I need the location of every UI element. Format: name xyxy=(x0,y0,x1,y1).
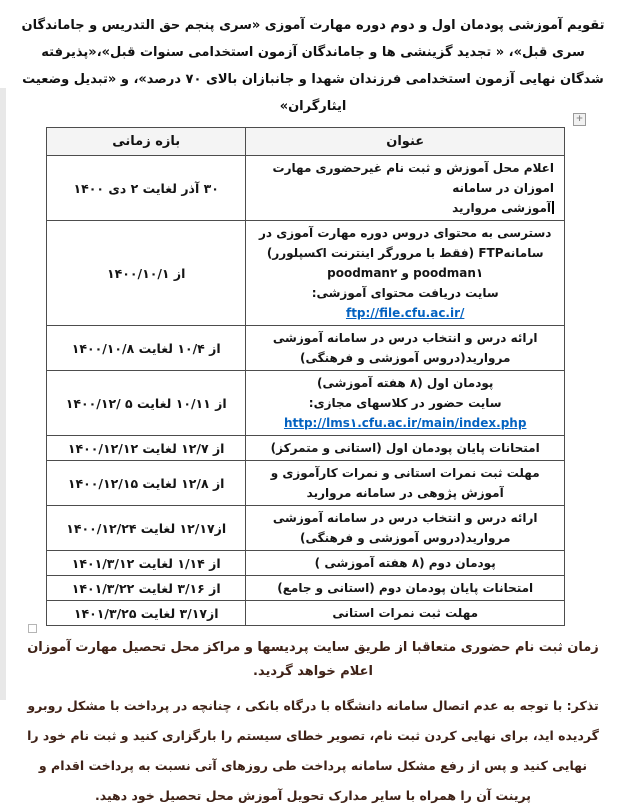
title-line xyxy=(251,413,559,433)
column-header-period: بازه زمانی xyxy=(47,128,246,156)
period-cell: ۳۰ آذر لغایت ۲ دی ۱۴۰۰ xyxy=(47,156,246,221)
table-row xyxy=(47,326,565,371)
title-cell xyxy=(246,461,565,506)
schedule-rows xyxy=(47,156,565,626)
title-cell xyxy=(246,436,565,461)
content-link[interactable]: http://lms۱.cfu.ac.ir/main/index.php xyxy=(283,416,527,430)
period-cell: از ۱۲/۷ لغایت ۱۴۰۰/۱۲/۱۲ xyxy=(47,436,246,461)
period-cell: از ۱/۱۴ لغایت ۱۴۰۱/۳/۱۲ xyxy=(47,551,246,576)
page-edge-strip xyxy=(0,88,6,700)
title-cell xyxy=(246,326,565,371)
document-title: تقویم آموزشی پودمان اول و دوم دوره مهارت آموزی «سری پنجم حق التدریس و جاماندگان سری قبل»، « تجدید گزینشی ها و جاماندگان آزمون استخدامی سنوات قبل»،«پذیرفته شدگان نهایی آزمون استخدامی فرزندان شهدا و جانبازان بالای ۷۰ درصد»، و «تبدیل وضعیت ایثارگران» xyxy=(21,18,605,114)
text-cursor xyxy=(552,201,554,214)
table-row xyxy=(47,576,565,601)
title-line: سایت حضور در کلاسهای مجازی: xyxy=(308,396,502,410)
title-line: امتحانات پایان پودمان اول (استانی و متمرکز) xyxy=(270,441,540,455)
period-cell: از ۱۲/۸ لغایت ۱۴۰۰/۱۲/۱۵ xyxy=(47,461,246,506)
title-line: ارائه درس و انتخاب درس در سامانه آموزشی مروارید(دروس آموزشی و فرهنگی) xyxy=(272,331,538,365)
table-row xyxy=(47,436,565,461)
title-line: امتحانات پایان پودمان دوم (استانی و جامع) xyxy=(277,581,534,595)
title-line: مهلت ثبت نمرات استانی و نمرات کارآموزی و آموزش پژوهی در سامانه مروارید xyxy=(270,466,540,500)
title-cell xyxy=(246,156,565,221)
period-cell: از ۱۰/۱۱ لغایت ۵ /۱۴۰۰/۱۲ xyxy=(47,371,246,436)
title-line: دسترسی به محتوای دروس دوره مهارت آموزی در سامانهFTP (فقط با مرورگر اینترنت اکسپلورر) xyxy=(258,226,552,260)
content-link[interactable]: ftp://file.cfu.ac.ir/ xyxy=(345,306,465,320)
table-row xyxy=(47,551,565,576)
period-cell: از ۳/۱۶ لغایت ۱۴۰۱/۳/۲۲ xyxy=(47,576,246,601)
title-cell xyxy=(246,221,565,326)
title-line: آموزشی مروارید xyxy=(251,198,554,218)
period-cell: از۱۲/۱۷ لغایت ۱۴۰۰/۱۲/۲۴ xyxy=(47,506,246,551)
title-line: مهلت ثبت نمرات استانی xyxy=(332,606,479,620)
period-cell: از ۱۴۰۰/۱۰/۱ xyxy=(47,221,246,326)
table-header-row xyxy=(47,128,565,156)
title-line: poodman۱ و poodman۲ xyxy=(327,266,484,280)
schedule-table-container xyxy=(46,114,584,626)
payment-warning-note: تذکر: با توجه به عدم اتصال سامانه دانشگاه با درگاه بانکی ، چنانچه در پرداخت با مشکل روبرو گردیده اید، برای نهایی کردن ثبت نام، تصویر خطای سیستم را بارگزاری کنید و ثبت نام خود را نهایی کنید و پس از رفع مشکل سامانه پرداخت طی روزهای آتی نسبت به پرداخت اقدام و پرینت آن را همراه با سایر مدارک تحویل آموزش محل تحصیل خود دهید. xyxy=(27,698,599,803)
title-line: پودمان دوم (۸ هفته آموزشی ) xyxy=(314,556,496,570)
registration-note: زمان ثبت نام حضوری متعاقبا از طریق سایت پردیسها و مراکز محل تحصیل مهارت آموزان اعلام خواهد گردید. xyxy=(27,640,599,679)
column-header-title: عنوان xyxy=(246,128,565,156)
table-row xyxy=(47,221,565,326)
title-line: پودمان اول (۸ هفته آموزشی) xyxy=(316,376,494,390)
title-cell xyxy=(246,601,565,626)
title-cell xyxy=(246,506,565,551)
table-row xyxy=(47,371,565,436)
period-cell: از ۱۰/۴ لغایت ۱۴۰۰/۱۰/۸ xyxy=(47,326,246,371)
table-row xyxy=(47,506,565,551)
table-move-handle-icon[interactable]: + xyxy=(573,113,586,126)
period-cell: از۳/۱۷ لغایت ۱۴۰۱/۳/۲۵ xyxy=(47,601,246,626)
table-row xyxy=(47,156,565,221)
table-row xyxy=(47,461,565,506)
title-line: ارائه درس و انتخاب درس در سامانه آموزشی مروارید(دروس آموزشی و فرهنگی) xyxy=(272,511,538,545)
title-line: سایت دریافت محتوای آموزشی: xyxy=(311,286,499,300)
table-resize-handle[interactable] xyxy=(28,624,37,633)
title-cell xyxy=(246,551,565,576)
title-cell xyxy=(246,576,565,601)
title-line xyxy=(251,303,559,323)
table-row xyxy=(47,601,565,626)
title-cell xyxy=(246,371,565,436)
title-line: اعلام محل آموزش و ثبت نام غیرحضوری مهارت اموزان در سامانه xyxy=(272,161,554,195)
schedule-table xyxy=(46,127,565,626)
